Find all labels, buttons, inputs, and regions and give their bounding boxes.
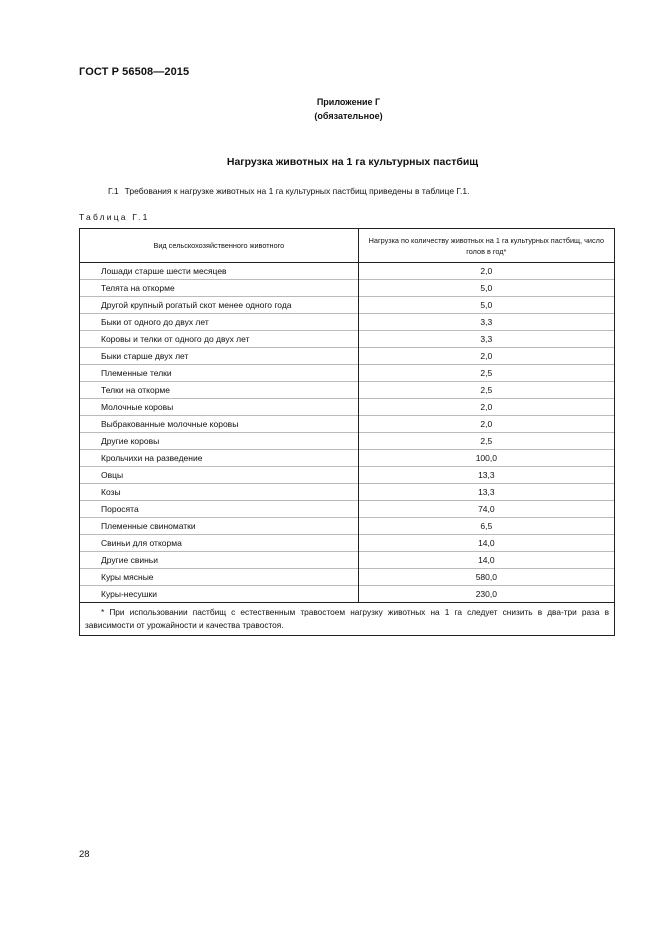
- table-row: [80, 280, 615, 297]
- load-value-cell: 580,0: [358, 569, 614, 586]
- animal-type-cell: Быки от одного до двух лет: [80, 314, 359, 331]
- intro-number: Г.1: [108, 186, 119, 196]
- animal-type-cell: Другой крупный рогатый скот менее одного года: [80, 297, 359, 314]
- load-value-cell: 2,5: [358, 365, 614, 382]
- section-title-text: Нагрузка животных на 1 га культурных пастбищ: [226, 156, 479, 168]
- animal-type-cell: Крольчихи на разведение: [80, 450, 359, 467]
- load-value-cell: 14,0: [358, 552, 614, 569]
- load-value-cell: 2,5: [358, 382, 614, 399]
- load-value-cell: 3,3: [358, 331, 614, 348]
- animal-type-cell: Куры-несушки: [80, 586, 359, 603]
- load-value-cell: 13,3: [358, 484, 614, 501]
- appendix-status: (обязательное): [314, 111, 383, 121]
- animal-type-cell: Свиньи для откорма: [80, 535, 359, 552]
- load-value-cell: 3,3: [358, 314, 614, 331]
- animal-type-cell: Молочные коровы: [80, 399, 359, 416]
- table-body: [80, 263, 615, 603]
- table-row: [80, 569, 615, 586]
- intro-paragraph: [108, 186, 469, 196]
- table-row: [80, 433, 615, 450]
- table-row: [80, 552, 615, 569]
- table-row: [80, 484, 615, 501]
- animal-type-cell: Другие коровы: [80, 433, 359, 450]
- animal-type-cell: Куры мясные: [80, 569, 359, 586]
- table-row: [80, 365, 615, 382]
- table-row: [80, 518, 615, 535]
- animal-type-cell: Быки старше двух лет: [80, 348, 359, 365]
- animal-type-cell: Овцы: [80, 467, 359, 484]
- animal-type-cell: Племенные свиноматки: [80, 518, 359, 535]
- table-row: [80, 535, 615, 552]
- table-header-row: [80, 229, 615, 263]
- appendix-heading: [0, 95, 661, 123]
- table-footnote: [80, 603, 615, 636]
- load-value-cell: 2,0: [358, 348, 614, 365]
- load-value-cell: 2,0: [358, 416, 614, 433]
- load-value-cell: 2,0: [358, 263, 614, 280]
- table-row: [80, 586, 615, 603]
- section-title: [0, 156, 661, 168]
- column-header-load: Нагрузка по количеству животных на 1 га культурных пастбищ, число голов в год*: [358, 229, 614, 263]
- load-value-cell: 230,0: [358, 586, 614, 603]
- table-row: [80, 467, 615, 484]
- load-value-cell: 5,0: [358, 280, 614, 297]
- table-row: [80, 314, 615, 331]
- table-row: [80, 331, 615, 348]
- animal-type-cell: Козы: [80, 484, 359, 501]
- load-value-cell: 5,0: [358, 297, 614, 314]
- table-row: [80, 416, 615, 433]
- animal-type-cell: Племенные телки: [80, 365, 359, 382]
- livestock-load-table: [79, 228, 615, 636]
- intro-text: Требования к нагрузке животных на 1 га культурных пастбищ приведены в таблице Г.1.: [124, 186, 470, 196]
- animal-type-cell: Поросята: [80, 501, 359, 518]
- load-value-cell: 14,0: [358, 535, 614, 552]
- page-number: 28: [79, 849, 90, 860]
- animal-type-cell: Коровы и телки от одного до двух лет: [80, 331, 359, 348]
- column-header-animal: Вид сельскохозяйственного животного: [80, 229, 359, 263]
- animal-type-cell: Телки на откорме: [80, 382, 359, 399]
- table-row: [80, 382, 615, 399]
- animal-type-cell: Лошади старше шести месяцев: [80, 263, 359, 280]
- table-row: [80, 501, 615, 518]
- table-row: [80, 348, 615, 365]
- load-value-cell: 6,5: [358, 518, 614, 535]
- table-caption: Таблица Г.1: [79, 212, 150, 222]
- load-value-cell: 13,3: [358, 467, 614, 484]
- table-row: [80, 399, 615, 416]
- load-value-cell: 74,0: [358, 501, 614, 518]
- load-value-cell: 2,5: [358, 433, 614, 450]
- load-value-cell: 2,0: [358, 399, 614, 416]
- animal-type-cell: Выбракованные молочные коровы: [80, 416, 359, 433]
- footnote-text: * При использовании пастбищ с естественным травостоем нагрузку животных на 1 га следует снизить в два-три раза в зависимости от урожайности и качества травостоя.: [85, 607, 609, 630]
- table-row: [80, 297, 615, 314]
- animal-type-cell: Телята на откорме: [80, 280, 359, 297]
- load-value-cell: 100,0: [358, 450, 614, 467]
- table-footnote-row: [80, 603, 615, 636]
- animal-type-cell: Другие свиньи: [80, 552, 359, 569]
- document-standard-header: ГОСТ Р 56508—2015: [79, 66, 190, 78]
- table-row: [80, 450, 615, 467]
- table-row: [80, 263, 615, 280]
- appendix-title: Приложение Г: [316, 97, 381, 107]
